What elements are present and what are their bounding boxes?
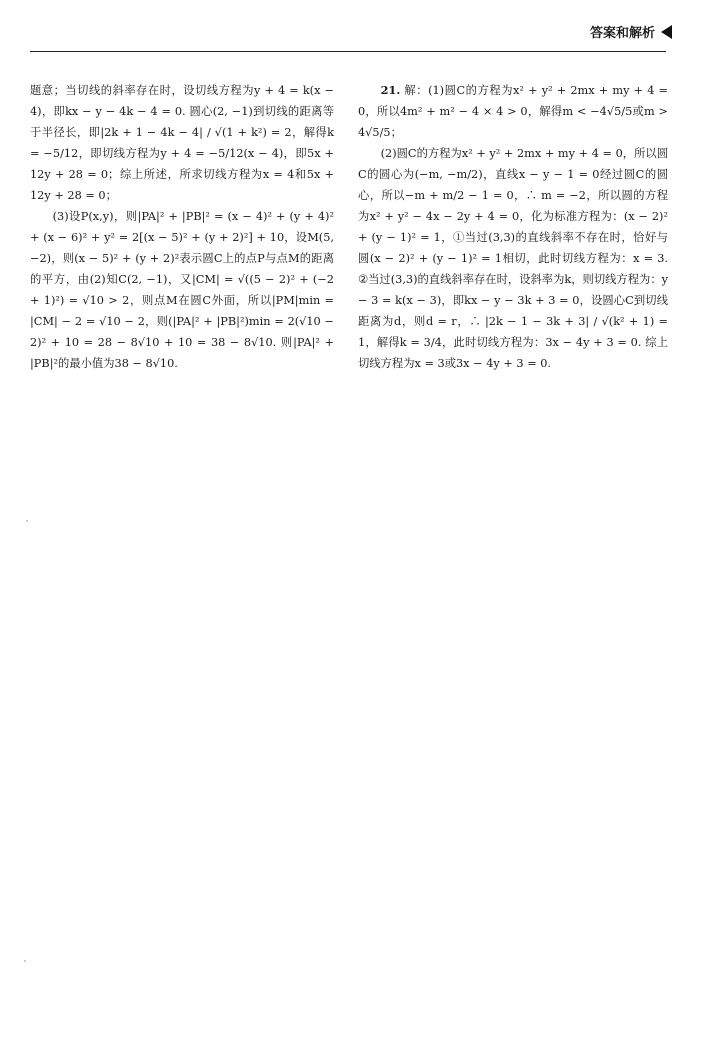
problem-21-part-2: (2)圆C的方程为x² + y² + 2mx + my + 4 = 0，所以圆C的圆心为(−m, −m/2)，直线x − y − 1 = 0经过圆C的圆心，所以−m + m/2 − 1 = 0，∴ m = −2，所以圆的方程为x² + y² − 4x − 2y + 4 = 0，化为标准方程为：(x − 2)² + (y − 1)² = 1，①当过(3,3)的直线斜率不存在时，恰好与圆(x − 2)² + (y − 1)² = 1相切，此时切线方程为：x = 3. ②当过(3,3)的直线斜率存在时，设斜率为k，则切线方程为：y − 3 = k(x − 3)，即kx − y − 3k + 3 = 0，设圆心C到切线距离为d，则d = r，∴ |2k − 1 − 3k + 3| / √(k² + 1) = 1，解得k = 3/4，此时切线方程为：3x − 4y + 3 = 0. 综上切线方程为x = 3或3x − 4y + 3 = 0.	[358, 147, 668, 370]
left-paragraph-1: 题意；当切线的斜率存在时，设切线方程为y + 4 = k(x − 4)，即kx − y − 4k − 4 = 0. 圆心(2, −1)到切线的距离等于半径长，即|2k + 1 − 4k − 4| / √(1 + k²) = 2，解得k = −5/12，即切线方程为y + 4 = −5/12(x − 4)，即5x + 12y + 28 = 0；综上所述，所求切线方程为x = 4和5x + 12y + 28 = 0；	[30, 84, 334, 202]
scan-speck	[24, 960, 26, 962]
header-title: 答案和解析	[589, 26, 655, 41]
header-rule	[30, 51, 666, 52]
problem-21-part-1-text: 解：(1)圆C的方程为x² + y² + 2mx + my + 4 = 0，所以4m² + m² − 4 × 4 > 0，解得m < −4√5/5或m > 4√5/5；	[358, 84, 668, 139]
problem-number: 21.	[380, 83, 401, 97]
problem-21-part-1	[358, 80, 668, 143]
scan-speck	[26, 520, 28, 522]
left-column	[30, 80, 334, 374]
right-column	[358, 80, 668, 374]
left-paragraph-2: (3)设P(x,y)，则|PA|² + |PB|² = (x − 4)² + (y + 4)² + (x − 6)² + y² = 2[(x − 5)² + (y + 2)²] + 10，设M(5, −2)，则(x − 5)² + (y + 2)²表示圆C上的点P与点M的距离的平方，由(2)知C(2, −1)，又|CM| = √((5 − 2)² + (−2 + 1)²) = √10 > 2，则点M在圆C外面，所以|PM|min = |CM| − 2 = √10 − 2，则(|PA|² + |PB|²)min = 2(√10 − 2)² + 10 = 28 − 8√10 + 10 = 38 − 8√10. 则|PA|² + |PB|²的最小值为38 − 8√10.	[30, 210, 334, 370]
triangle-marker-icon	[661, 25, 672, 39]
page-header	[590, 22, 672, 41]
